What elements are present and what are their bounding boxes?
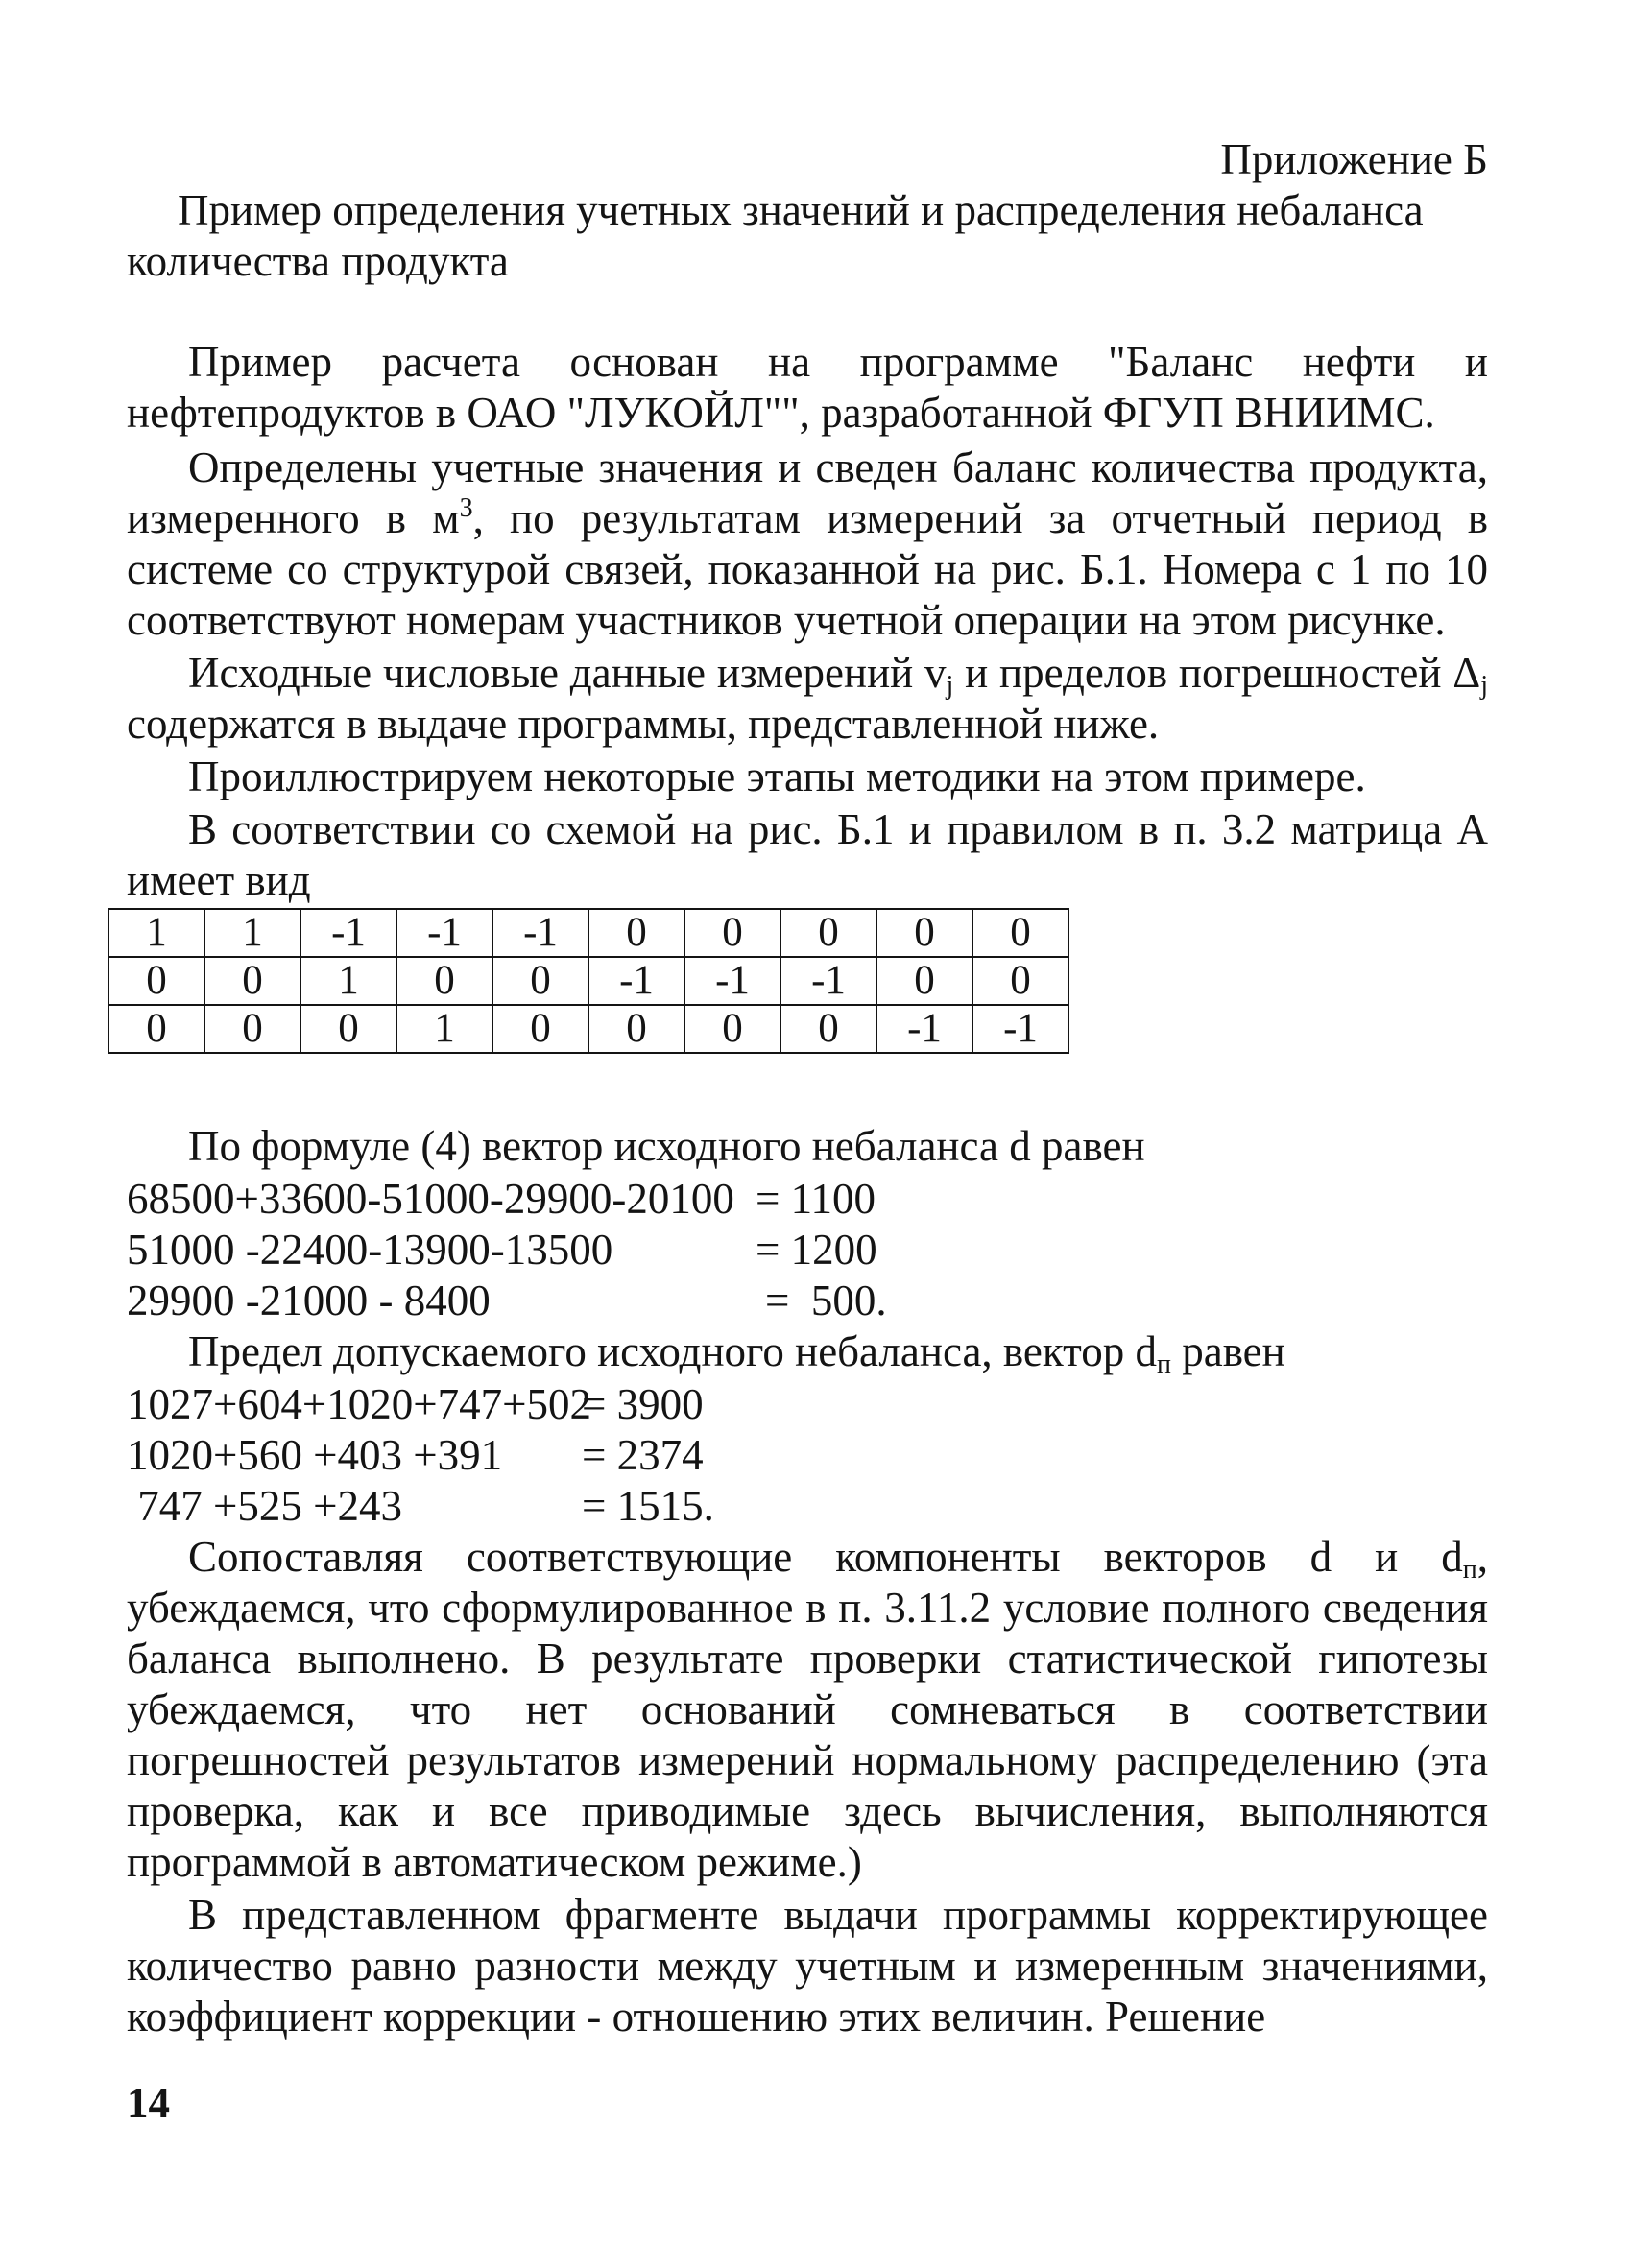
- calc-result: = 1515.: [582, 1482, 714, 1530]
- matrix-row: [108, 909, 1068, 957]
- matrix-cell: 1: [300, 957, 396, 1005]
- matrix-a-table: [108, 908, 1069, 1054]
- paragraph-matrix-intro: В соответствии со схемой на рис. Б.1 и правилом в п. 3.2 матрица А имеет вид: [127, 805, 1488, 904]
- calc-row: [127, 1225, 1488, 1276]
- matrix-cell: 0: [396, 957, 492, 1005]
- page-number: 14: [127, 2079, 170, 2127]
- calc-expression: 29900 -21000 - 8400: [127, 1277, 491, 1325]
- matrix-row: [108, 1005, 1068, 1053]
- paragraph-imbalance-vector: По формуле (4) вектор исходного небаланса d равен: [188, 1122, 1145, 1170]
- matrix-cell: 0: [300, 1005, 396, 1053]
- matrix-cell: 0: [780, 1005, 876, 1053]
- paragraph-program-output: В представленном фрагменте выдачи программы корректирующее количество равно разности между учетным и измеренным значениями, коэффициент коррекции - отношению этих величин. Решение: [127, 1891, 1488, 2041]
- matrix-cell: -1: [780, 957, 876, 1005]
- matrix-cell: 0: [684, 909, 780, 957]
- paragraph-comparison: Сопоставляя соответствующие компоненты векторов d и $d_п$, убеждаемся, что сформулированное в п. 3.11.2 условие полного сведения баланса выполнено. В результате проверки статистической гипотезы убеждаемся, что нет оснований сомневаться в соответствии погрешностей результатов измерений нормальному распределению (эта проверка, как и все приводимые здесь вычисления, выполняются программой в автоматическом режиме.): [127, 1533, 1488, 1886]
- matrix-cell: 0: [108, 1005, 204, 1053]
- calc-expression: 1020+560 +403 +391: [127, 1431, 503, 1479]
- matrix-cell: 0: [684, 1005, 780, 1053]
- matrix-cell: -1: [684, 957, 780, 1005]
- matrix-cell: 0: [972, 909, 1068, 957]
- matrix-cell: 0: [492, 957, 588, 1005]
- paragraph-illustrate: Проиллюстрируем некоторые этапы методики на этом примере.: [188, 752, 1366, 800]
- appendix-title: Пример определения учетных значений и распределения небаланса количества продукта: [127, 186, 1424, 285]
- paragraph-accounting-values: Определены учетные значения и сведен баланс количества продукта, измеренного в $м^3$, по результатам измерений за отчетный период в системе со структурой связей, показанной на рис. Б.1. Номера с 1 по 10 соответствуют номерам участников учетной операции на этом рисунке.: [127, 443, 1489, 644]
- matrix-cell: 1: [396, 1005, 492, 1053]
- matrix-cell: 0: [780, 909, 876, 957]
- calc-row: [127, 1174, 1488, 1225]
- paragraph-program-basis: Пример расчета основан на программе "Баланс нефти и нефтепродуктов в ОАО "ЛУКОЙЛ"", разработанной ФГУП ВНИИМС.: [127, 338, 1488, 437]
- calc-result: = 1200: [756, 1226, 877, 1274]
- imbalance-calculation: [127, 1174, 1488, 1326]
- matrix-cell: -1: [300, 909, 396, 957]
- limit-calculation: [127, 1379, 1488, 1532]
- matrix-cell: 0: [204, 1005, 300, 1053]
- matrix-cell: 1: [108, 909, 204, 957]
- matrix-cell: -1: [396, 909, 492, 957]
- matrix-cell: 0: [876, 909, 972, 957]
- paragraph-source-data: Исходные числовые данные измерений $v_j$ и пределов погрешностей $\Delta_j$ содержатся в выдаче программы, представленной ниже.: [127, 649, 1488, 748]
- matrix-cell: -1: [876, 1005, 972, 1053]
- matrix-cell: 0: [588, 1005, 684, 1053]
- matrix-cell: 0: [108, 957, 204, 1005]
- calc-row: [127, 1430, 1488, 1481]
- matrix-cell: -1: [972, 1005, 1068, 1053]
- calc-expression: 747 +525 +243: [127, 1482, 403, 1530]
- matrix-cell: -1: [492, 909, 588, 957]
- matrix-row: [108, 957, 1068, 1005]
- document-page: [127, 134, 1488, 2044]
- calc-result: = 2374: [582, 1431, 704, 1479]
- calc-row: [127, 1481, 1488, 1532]
- calc-result: = 1100: [756, 1175, 876, 1223]
- matrix-cell: 0: [972, 957, 1068, 1005]
- matrix-cell: 0: [876, 957, 972, 1005]
- paragraph-imbalance-limit: Предел допускаемого исходного небаланса, вектор $d_п$ равен: [188, 1327, 1285, 1379]
- calc-expression: 68500+33600-51000-29900-20100: [127, 1175, 734, 1223]
- calc-result: = 500.: [765, 1277, 887, 1325]
- appendix-label: Приложение Б: [1220, 135, 1488, 183]
- matrix-cell: -1: [588, 957, 684, 1005]
- matrix-cell: 0: [588, 909, 684, 957]
- matrix-cell: 0: [492, 1005, 588, 1053]
- calc-row: [127, 1276, 1488, 1326]
- matrix-cell: 1: [204, 909, 300, 957]
- calc-result: = 3900: [582, 1380, 704, 1428]
- matrix-cell: 0: [204, 957, 300, 1005]
- calc-expression: 1027+604+1020+747+502: [127, 1380, 592, 1428]
- calc-expression: 51000 -22400-13900-13500: [127, 1226, 613, 1274]
- calc-row: [127, 1379, 1488, 1430]
